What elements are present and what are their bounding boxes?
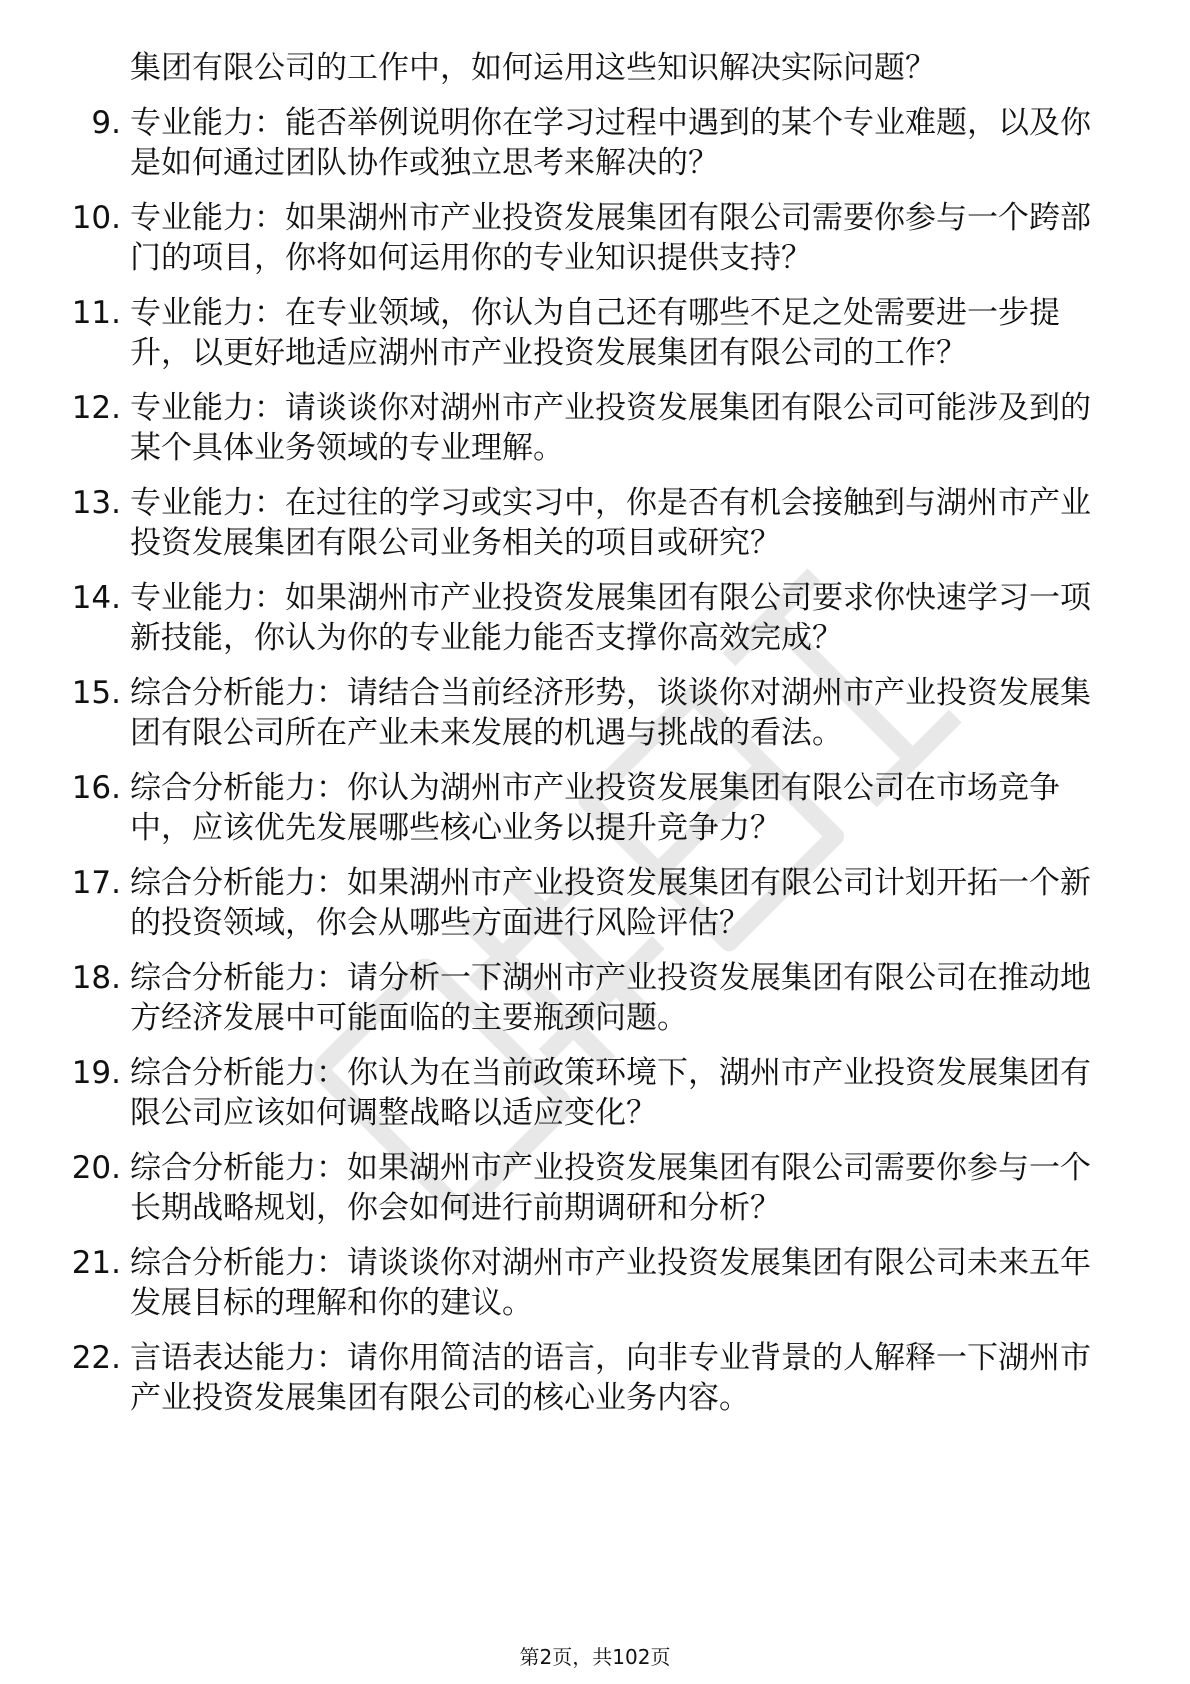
question-text: 言语表达能力：请你用简洁的语言，向非专业背景的人解释一下湖州市产业投资发展集团有限公司的核心业务内容。: [130, 1340, 1091, 1416]
list-item: [0, 1243, 1190, 1323]
question-text: 专业能力：能否举例说明你在学习过程中遇到的某个专业难题，以及你是如何通过团队协作或独立思考来解决的？: [130, 105, 1091, 181]
question-text: 专业能力：在过往的学习或实习中，你是否有机会接触到与湖州市产业投资发展集团有限公司业务相关的项目或研究？: [130, 485, 1091, 561]
question-text: 专业能力：如果湖州市产业投资发展集团有限公司要求你快速学习一项新技能，你认为你的专业能力能否支撑你高效完成？: [130, 580, 1091, 656]
page-number-footer: 第2页，共102页: [519, 1645, 671, 1669]
list-item: [0, 1053, 1190, 1133]
question-list: [0, 103, 1190, 1418]
question-text: 综合分析能力：如果湖州市产业投资发展集团有限公司需要你参与一个长期战略规划，你会如何进行前期调研和分析？: [130, 1150, 1091, 1226]
list-item: [0, 103, 1190, 183]
question-content: [0, 48, 1190, 1418]
list-item: [0, 198, 1190, 278]
question-text: 专业能力：在专业领域，你认为自己还有哪些不足之处需要进一步提升，以更好地适应湖州市产业投资发展集团有限公司的工作？: [130, 295, 1060, 371]
question-number: 13.: [71, 485, 121, 521]
question-number: 16.: [71, 770, 121, 806]
continuation-text: 集团有限公司的工作中，如何运用这些知识解决实际问题？: [130, 50, 936, 86]
list-item: [0, 1338, 1190, 1418]
question-text: 综合分析能力：请结合当前经济形势，谈谈你对湖州市产业投资发展集团有限公司所在产业未来发展的机遇与挑战的看法。: [130, 675, 1091, 751]
question-number: 22.: [71, 1340, 121, 1376]
question-text: 综合分析能力：请谈谈你对湖州市产业投资发展集团有限公司未来五年发展目标的理解和你的建议。: [130, 1245, 1091, 1321]
question-number: 14.: [71, 580, 121, 616]
question-number: 15.: [71, 675, 121, 711]
question-text: 综合分析能力：请分析一下湖州市产业投资发展集团有限公司在推动地方经济发展中可能面临的主要瓶颈问题。: [130, 960, 1091, 1036]
list-item: [0, 483, 1190, 563]
list-item: [0, 293, 1190, 373]
question-text: 专业能力：请谈谈你对湖州市产业投资发展集团有限公司可能涉及到的某个具体业务领域的专业理解。: [130, 390, 1091, 466]
question-text: 综合分析能力：你认为在当前政策环境下，湖州市产业投资发展集团有限公司应该如何调整战略以适应变化？: [130, 1055, 1091, 1131]
question-number: 18.: [71, 960, 121, 996]
list-item: [0, 388, 1190, 468]
question-number: 20.: [71, 1150, 121, 1186]
list-item: [0, 1148, 1190, 1228]
list-item: [0, 768, 1190, 848]
question-text: 专业能力：如果湖州市产业投资发展集团有限公司需要你参与一个跨部门的项目，你将如何运用你的专业知识提供支持？: [130, 200, 1091, 276]
list-item: [0, 578, 1190, 658]
question-number: 12.: [71, 390, 121, 426]
question-number: 17.: [71, 865, 121, 901]
question-number: 9.: [91, 105, 121, 141]
question-number: 19.: [71, 1055, 121, 1091]
list-item: [0, 958, 1190, 1038]
list-item: [0, 673, 1190, 753]
question-number: 21.: [71, 1245, 121, 1281]
question-text: 综合分析能力：如果湖州市产业投资发展集团有限公司计划开拓一个新的投资领域，你会从哪些方面进行风险评估？: [130, 865, 1091, 941]
question-number: 10.: [71, 200, 121, 236]
question-text: 综合分析能力：你认为湖州市产业投资发展集团有限公司在市场竞争中，应该优先发展哪些核心业务以提升竞争力？: [130, 770, 1060, 846]
list-item: [0, 863, 1190, 943]
question-number: 11.: [71, 295, 121, 331]
